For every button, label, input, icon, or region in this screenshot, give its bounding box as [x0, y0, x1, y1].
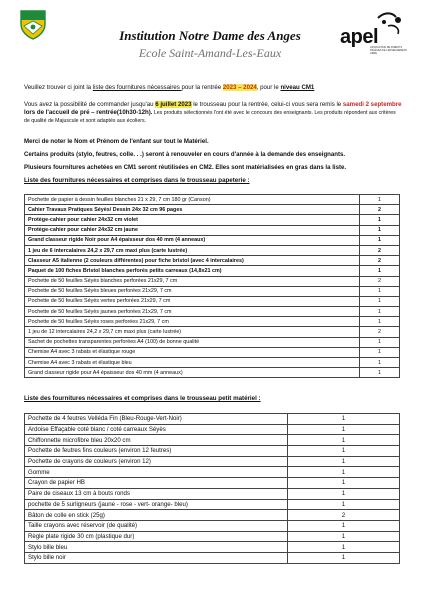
pickup-date: samedi 2 septembre	[342, 101, 402, 108]
table-row	[25, 307, 400, 317]
item-cell: Pochette de 50 feuilles Séyès roses perforées 21x29, 7 cm	[25, 317, 360, 327]
table-row	[25, 499, 400, 510]
school-year: 2023 – 2024	[222, 84, 257, 91]
item-cell: Pochette de crayons de couleurs (environ 12)	[25, 456, 288, 467]
item-cell: Bâton de colle en stick (25g)	[25, 510, 288, 521]
quantity-cell: 1	[288, 435, 400, 446]
quantity-cell: 1	[288, 456, 400, 467]
table-row	[25, 435, 400, 446]
item-cell: Stylo bille noir	[25, 552, 288, 563]
item-cell: 1 jeu de 6 intercalaires 24,2 x 29,7 cm maxi plus (carte lustrée)	[25, 245, 360, 255]
intro-text: pour la rentrée	[181, 84, 223, 91]
item-cell: Chemise A4 avec 3 rabats et élastique bleu	[25, 358, 360, 368]
quantity-cell: 2	[360, 245, 400, 255]
item-cell: Pochette de 50 feuilles Séyès jaunes perforées 21x29, 7 cm	[25, 307, 360, 317]
quantity-cell: 1	[360, 225, 400, 235]
item-cell: Protège-cahier pour cahier 24x32 cm jaune	[25, 225, 360, 235]
quantity-cell: 1	[288, 542, 400, 553]
section-title-petit-materiel: Liste des fournitures nécessaires et comprises dans le trousseau petit matériel :	[24, 395, 261, 402]
order-text: Les produits sélectionnés l'ont été avec le concours des enseignants. Les produits répondent aux critères de qualité de Majuscule et sont adaptés aux écoliers.	[24, 110, 396, 124]
table-row	[25, 276, 400, 286]
table-row	[25, 256, 400, 266]
order-paragraph	[24, 101, 402, 125]
table-row	[25, 286, 400, 296]
item-cell: Grand classeur rigide pour A4 épaisseur dos 40 mm (4 anneaux)	[25, 368, 360, 378]
item-cell: Ardoise Effaçable coté blanc / coté carreaux Séyès	[25, 424, 288, 435]
item-cell: Taille crayons avec réservoir (de qualité)	[25, 520, 288, 531]
item-cell: Paire de ciseaux 13 cm à bouts ronds	[25, 488, 288, 499]
quantity-cell: 1	[288, 414, 400, 425]
table-row	[25, 337, 400, 347]
order-deadline: 6 juillet 2023	[155, 101, 192, 108]
item-cell: Protège-cahier pour cahier 24x32 cm violet	[25, 215, 360, 225]
quantity-cell: 1	[360, 286, 400, 296]
pickup-time: lors de l'accueil de pré – rentrée(10h30-12h).	[24, 109, 153, 116]
quantity-cell: 1	[288, 499, 400, 510]
table-row	[25, 327, 400, 337]
school-crest-icon	[20, 10, 46, 40]
item-cell: Pochette de 50 feuilles Séyès blanches perforées 21x29, 7 cm	[25, 276, 360, 286]
class-level: niveau CM1	[280, 84, 315, 91]
table-row	[25, 414, 400, 425]
quantity-cell: 2	[360, 327, 400, 337]
table-row	[25, 225, 400, 235]
intro-text: Veuillez trouver ci joint la	[24, 84, 93, 91]
quantity-cell: 1	[360, 358, 400, 368]
table-row	[25, 235, 400, 245]
item-cell: Paquet de 100 fiches Bristol blanches perforés petits carreaux (14,8x21 cm)	[25, 266, 360, 276]
order-text: Vous avez la possibilité de commander jusqu'au	[24, 101, 156, 108]
quantity-cell: 1	[360, 368, 400, 378]
quantity-cell: 1	[360, 307, 400, 317]
table-row	[25, 296, 400, 306]
quantity-cell: 1	[360, 296, 400, 306]
quantity-cell: 2	[288, 510, 400, 521]
item-cell: Pochette de 4 feutres Velléda Fin (Bleu-Rouge-Vert-Noir)	[25, 414, 288, 425]
quantity-cell: 2	[360, 276, 400, 286]
item-cell: Pochette de feutres fins couleurs (environ 12 feutres)	[25, 446, 288, 457]
note-name: Merci de noter le Nom et Prénom de l'enfant sur tout le Matériel.	[24, 138, 209, 145]
table-row	[25, 478, 400, 489]
table-row	[25, 424, 400, 435]
table-row	[25, 520, 400, 531]
table-row	[25, 467, 400, 478]
quantity-cell: 1	[288, 424, 400, 435]
order-text: le trousseau pour la rentrée, celui-ci vous sera remis le	[191, 101, 343, 108]
quantity-cell: 1	[360, 235, 400, 245]
petit-materiel-table	[24, 413, 400, 564]
quantity-cell: 1	[288, 552, 400, 563]
quantity-cell: 1	[360, 215, 400, 225]
note-reuse: Plusieurs fournitures achetées en CM1 seront réutilisées en CM2. Elles sont matérialisées en gras dans la liste.	[24, 164, 347, 171]
quantity-cell: 2	[360, 256, 400, 266]
item-cell: Chiffonnette microfibre bleu 20x20 cm	[25, 435, 288, 446]
list-reference: liste des fournitures nécessaires	[92, 84, 182, 91]
papeterie-table	[24, 194, 400, 378]
table-row	[25, 368, 400, 378]
item-cell: Pochette de 50 feuilles Séyès vertes perforées 21x29, 7 cm	[25, 296, 360, 306]
note-renew: Certains produits (stylo, feutres, colle. . .) seront à renouveler en cours d'année à la demande des enseignants.	[24, 151, 346, 158]
table-row	[25, 195, 400, 205]
item-cell: Pochette de papier à dessin feuilles blanches 21 x 29, 7 cm 180 gr (Canson)	[25, 195, 360, 205]
table-row	[25, 205, 400, 215]
quantity-cell: 1	[360, 195, 400, 205]
item-cell: Gomme	[25, 467, 288, 478]
quantity-cell: 1	[288, 478, 400, 489]
intro-paragraph	[24, 84, 402, 92]
table-row	[25, 215, 400, 225]
school-location: Ecole Saint-Amand-Les-Eaux	[138, 46, 282, 60]
quantity-cell: 1	[360, 317, 400, 327]
quantity-cell: 2	[360, 205, 400, 215]
item-cell: Sachet de pochettes transparentes perforées A4 (100) de bonne qualité	[25, 337, 360, 347]
quantity-cell: 1	[288, 446, 400, 457]
table-row	[25, 510, 400, 521]
item-cell: Pochette de 50 feuilles Séyès bleues perforées 21x29, 7 cm	[25, 286, 360, 296]
quantity-cell: 1	[288, 488, 400, 499]
apel-tagline: ASSOCIATION DE PARENTS D'ÉLÈVES DE L'ENSEIGNEMENT LIBRE	[370, 46, 408, 55]
table-row	[25, 542, 400, 553]
item-cell: Cahier Travaux Pratiques Séyès/ Dessin 24x 32 cm 96 pages	[25, 205, 360, 215]
item-cell: Chemise A4 avec 3 rabats et élastique rouge	[25, 347, 360, 357]
table-row	[25, 266, 400, 276]
table-row	[25, 531, 400, 542]
section-title-papeterie: Liste des fournitures nécessaires et comprises dans le trousseau papeterie :	[24, 177, 250, 184]
quantity-cell: 1	[360, 266, 400, 276]
item-cell: Crayon de papier HB	[25, 478, 288, 489]
table-row	[25, 488, 400, 499]
item-cell: Classeur A5 italienne (2 couleurs différentes) pour fiche bristol (avec 4 intercalaires)	[25, 256, 360, 266]
item-cell: Grand classeur rigide Noir pour A4 épaisseur dos 40 mm (4 anneaux)	[25, 235, 360, 245]
quantity-cell: 1	[288, 467, 400, 478]
quantity-cell: 1	[288, 520, 400, 531]
school-name: Institution Notre Dame des Anges	[119, 28, 301, 43]
quantity-cell: 1	[360, 337, 400, 347]
intro-text: , pour le	[256, 84, 281, 91]
table-row	[25, 245, 400, 255]
table-row	[25, 347, 400, 357]
quantity-cell: 1	[360, 347, 400, 357]
table-row	[25, 446, 400, 457]
table-row	[25, 456, 400, 467]
apel-wordmark: apel	[340, 26, 379, 48]
item-cell: pochette de 5 surligneurs (jaune - rose - vert- orange- bleu)	[25, 499, 288, 510]
table-row	[25, 317, 400, 327]
table-row	[25, 358, 400, 368]
item-cell: Règle plate rigide 30 cm (plastique dur)	[25, 531, 288, 542]
table-row	[25, 552, 400, 563]
quantity-cell: 1	[288, 531, 400, 542]
item-cell: 1 jeu de 12 intercalaires 24,2 x 29,7 cm maxi plus (carte lustrée)	[25, 327, 360, 337]
item-cell: Stylo bille bleu	[25, 542, 288, 553]
